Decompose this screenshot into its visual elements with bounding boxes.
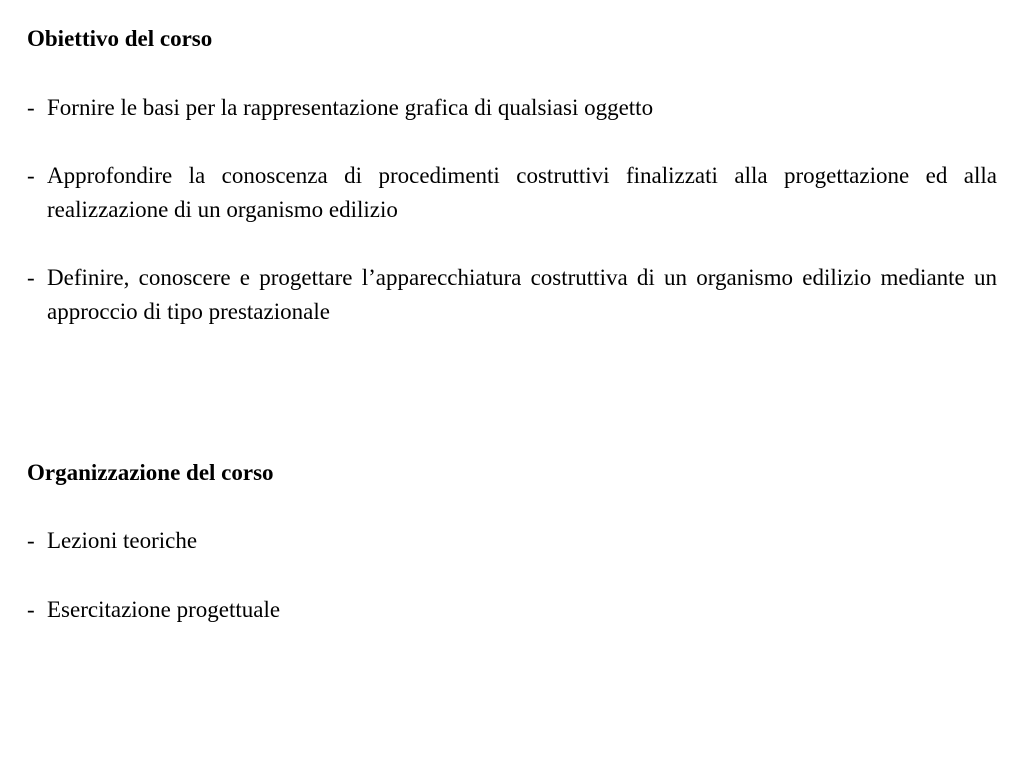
bullet-dash: - — [27, 528, 35, 553]
list-item-text: Esercitazione progettuale — [47, 597, 281, 622]
list-item-text: Fornire le basi per la rappresentazione grafica di qualsiasi oggetto — [47, 95, 654, 120]
bullet-dash: - — [27, 265, 35, 290]
list-item — [27, 261, 997, 329]
list-item-text: Approfondire la conoscenza di procedimenti costruttivi finalizzati alla progettazione ed alla realizzazione di un organismo edilizio — [47, 163, 997, 222]
bullet-dash: - — [27, 95, 35, 120]
list-item — [27, 159, 997, 227]
list-item — [27, 524, 997, 558]
bullet-dash: - — [27, 597, 35, 622]
list-item — [27, 91, 997, 125]
slide — [27, 0, 997, 768]
list-item-text: Lezioni teoriche — [47, 528, 198, 553]
section-heading-obiettivo: Obiettivo del corso — [27, 26, 213, 51]
section-heading-organizzazione: Organizzazione del corso — [27, 460, 274, 485]
list-item — [27, 593, 997, 627]
bullet-dash: - — [27, 163, 35, 188]
list-item-text: Definire, conoscere e progettare l’apparecchiatura costruttiva di un organismo edilizio mediante un approccio di tipo prestazionale — [47, 265, 997, 324]
